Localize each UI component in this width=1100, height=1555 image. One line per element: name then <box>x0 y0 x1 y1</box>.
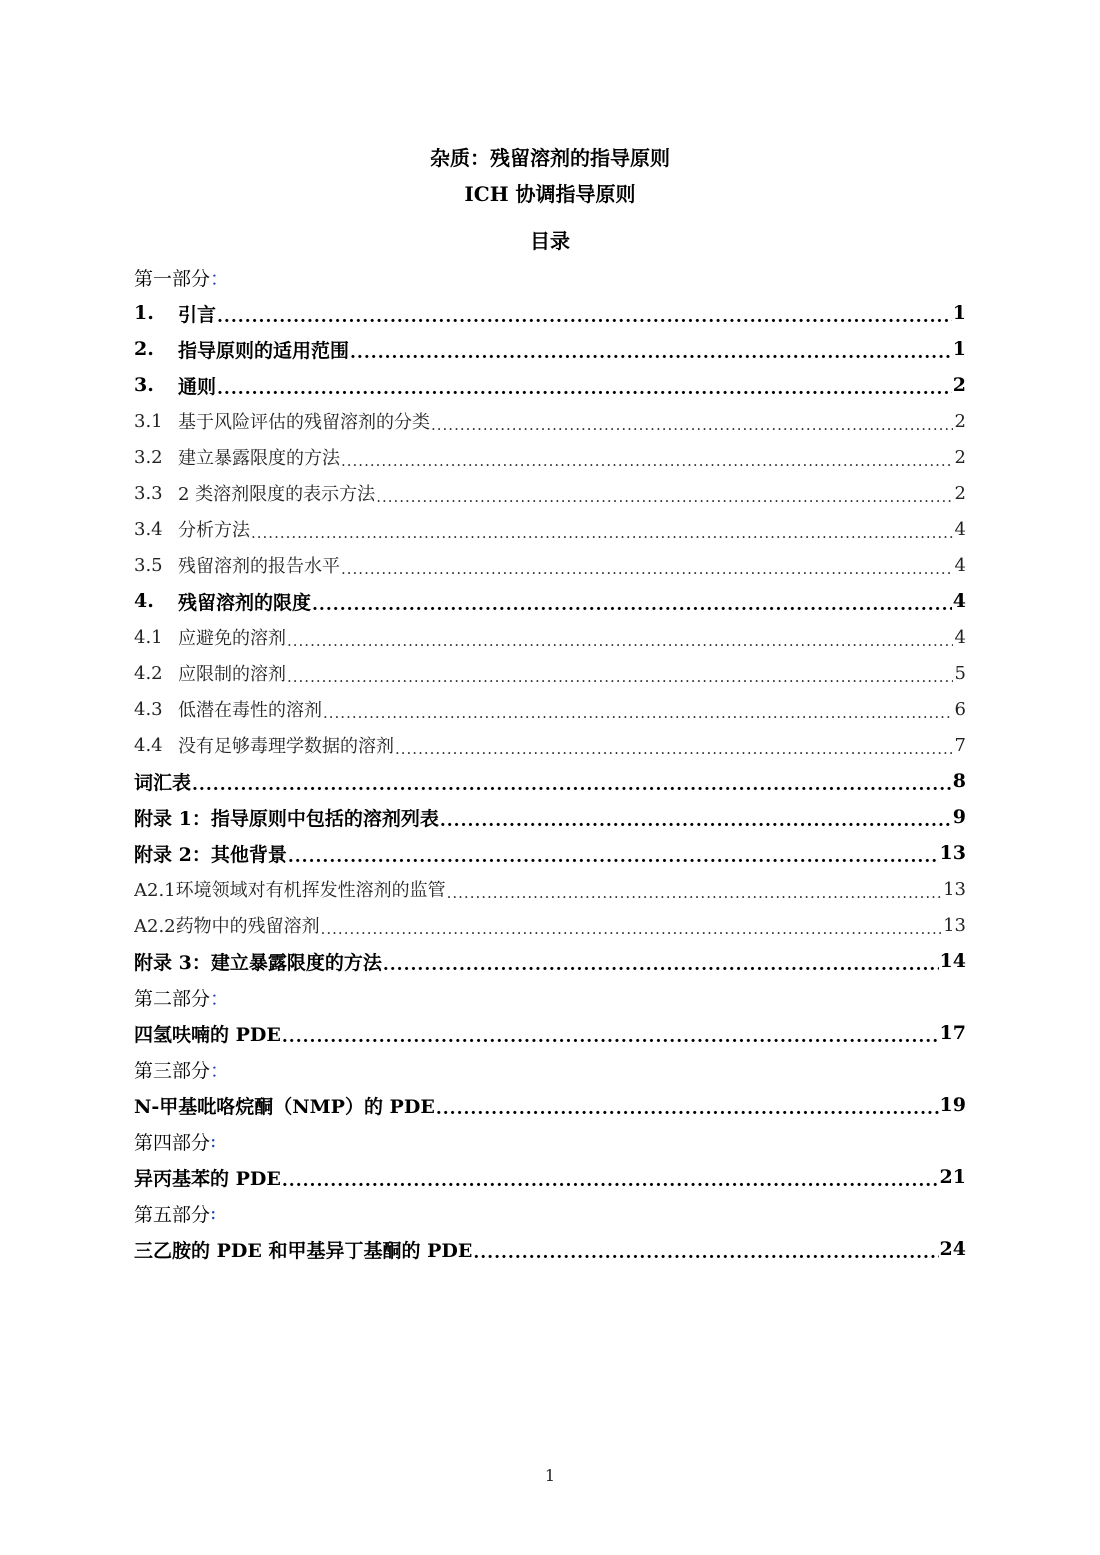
toc-subentry[interactable] <box>134 439 966 475</box>
toc-entry[interactable] <box>134 1231 966 1267</box>
toc-entry-page-number: 5 <box>954 662 966 684</box>
toc-entry-page-number: 17 <box>939 1022 966 1044</box>
toc-entry-number: 3.1 <box>134 410 163 432</box>
toc-subentry[interactable] <box>134 691 966 727</box>
dot-leader <box>383 953 939 979</box>
toc-entry-label: 低潜在毒性的溶剂 <box>178 700 322 721</box>
toc-entry-label: 四氢呋喃的 PDE <box>134 1023 281 1046</box>
toc-entry-page-number: 2 <box>952 374 966 396</box>
toc-entry-label: 残留溶剂的报告水平 <box>178 556 340 577</box>
toc-entry-label: 应避免的溶剂 <box>178 628 286 649</box>
toc-entry[interactable] <box>134 331 966 367</box>
toc-entry-label: 附录 3：建立暴露限度的方法 <box>134 951 382 974</box>
toc-entry[interactable] <box>134 835 966 871</box>
dot-leader <box>282 1025 939 1051</box>
toc-entry[interactable] <box>134 799 966 835</box>
toc-entry-number: 3.4 <box>134 518 163 540</box>
toc-subentry[interactable] <box>134 475 966 511</box>
dot-leader <box>436 1097 939 1123</box>
toc-entry-number: 3.2 <box>134 446 163 468</box>
toc-entry-page-number: 6 <box>954 698 966 720</box>
toc-entry-label: 残留溶剂的限度 <box>178 591 312 614</box>
toc-part-heading[interactable] <box>134 1123 966 1159</box>
toc-entry-label: 异丙基苯的 PDE <box>134 1167 281 1190</box>
toc-subentry[interactable] <box>134 403 966 439</box>
toc-entry-label: A2.2药物中的残留溶剂 <box>134 916 320 937</box>
toc-entry-label: 附录 2：其他背景 <box>134 843 287 866</box>
toc-entry-label: N-甲基吡咯烷酮（NMP）的 PDE <box>134 1095 435 1118</box>
toc-subentry[interactable] <box>134 547 966 583</box>
toc-subentry[interactable] <box>134 511 966 547</box>
dot-leader <box>288 845 939 871</box>
dot-leader <box>395 737 953 763</box>
toc-entry-label: 附录 1：指导原则中包括的溶剂列表 <box>134 807 439 830</box>
toc-entry-page-number: 9 <box>952 806 966 828</box>
toc-entry-label: 三乙胺的 PDE 和甲基异丁基酮的 PDE <box>134 1239 473 1262</box>
dot-leader <box>341 449 953 475</box>
dot-leader <box>323 701 953 727</box>
toc-entry-page-number: 1 <box>952 338 966 360</box>
toc-part-heading[interactable] <box>134 979 966 1015</box>
document-subtitle: ICH 协调指导原则 <box>464 182 636 206</box>
toc-entry-label: 引言 <box>178 303 217 326</box>
toc-entry[interactable] <box>134 943 966 979</box>
dot-leader <box>447 881 942 907</box>
toc-part-label: 第四部分 <box>134 1131 211 1154</box>
dot-leader <box>431 413 953 439</box>
toc-entry-number: 4.2 <box>134 662 163 684</box>
toc-entry-page-number: 4 <box>954 554 966 576</box>
toc-entry-page-number: 13 <box>943 914 966 936</box>
toc-entry-page-number: 4 <box>954 518 966 540</box>
dot-leader <box>282 1169 939 1195</box>
toc-entry[interactable] <box>134 583 966 619</box>
toc-entry-page-number: 14 <box>939 950 966 972</box>
toc-entry-number: 2. <box>134 338 154 360</box>
toc-part-colon: : <box>210 1130 217 1152</box>
toc-entry-page-number: 2 <box>954 446 966 468</box>
dot-leader <box>473 1241 938 1267</box>
toc-entry-page-number: 13 <box>943 878 966 900</box>
toc-part-label: 第三部分 <box>134 1059 211 1082</box>
dot-leader <box>321 917 942 943</box>
toc-entry[interactable] <box>134 763 966 799</box>
toc-entry-number: 4.4 <box>134 734 163 756</box>
toc-part-colon: : <box>210 1202 217 1224</box>
dot-leader <box>341 557 953 583</box>
toc-entry-page-number: 13 <box>939 842 966 864</box>
toc-part-colon: ： <box>210 1059 230 1082</box>
toc-entry-label: 词汇表 <box>134 771 192 794</box>
toc-entry-label: 指导原则的适用范围 <box>178 339 350 362</box>
toc-part-heading[interactable] <box>134 259 966 295</box>
toc-entry-label: 分析方法 <box>178 520 250 541</box>
toc-entry-label: 通则 <box>178 375 217 398</box>
toc-entry-page-number: 4 <box>954 626 966 648</box>
toc-entry[interactable] <box>134 295 966 331</box>
toc-part-colon: ： <box>210 987 230 1010</box>
toc-entry-label: 2 类溶剂限度的表示方法 <box>178 484 376 505</box>
toc-entry-page-number: 21 <box>939 1166 966 1188</box>
toc-part-heading[interactable] <box>134 1051 966 1087</box>
toc-subentry[interactable] <box>134 871 966 907</box>
toc-entry-page-number: 8 <box>952 770 966 792</box>
dot-leader <box>287 629 953 655</box>
toc-entry-page-number: 24 <box>939 1238 966 1260</box>
toc-entry-page-number: 19 <box>939 1094 966 1116</box>
dot-leader <box>287 665 953 691</box>
toc-entry-number: 3. <box>134 374 154 396</box>
toc-entry-page-number: 2 <box>954 482 966 504</box>
toc-subentry[interactable] <box>134 655 966 691</box>
toc-entry-number: 3.3 <box>134 482 163 504</box>
toc-entry-number: 4.3 <box>134 698 163 720</box>
toc-entry[interactable] <box>134 1015 966 1051</box>
dot-leader <box>217 377 952 403</box>
toc-entry-label: 没有足够毒理学数据的溶剂 <box>178 736 394 757</box>
dot-leader <box>192 773 952 799</box>
toc-entry[interactable] <box>134 1159 966 1195</box>
toc-part-label: 第一部分 <box>134 267 211 290</box>
dot-leader <box>217 305 952 331</box>
toc-part-label: 第二部分 <box>134 987 211 1010</box>
toc-entry-page-number: 7 <box>954 734 966 756</box>
dot-leader <box>440 809 952 835</box>
dot-leader <box>312 593 952 619</box>
toc-subentry[interactable] <box>134 619 966 655</box>
dot-leader <box>251 521 953 547</box>
toc-entry-page-number: 4 <box>952 590 966 612</box>
toc-entry-page-number: 1 <box>952 302 966 324</box>
toc-part-label: 第五部分 <box>134 1203 211 1226</box>
toc-entry-number: 3.5 <box>134 554 163 576</box>
toc-subentry[interactable] <box>134 727 966 763</box>
toc-entry-number: 1. <box>134 302 154 324</box>
table-of-contents <box>134 259 966 1267</box>
toc-part-heading[interactable] <box>134 1195 966 1231</box>
toc-part-colon: ： <box>210 267 230 290</box>
toc-entry[interactable] <box>134 367 966 403</box>
toc-subentry[interactable] <box>134 907 966 943</box>
document-title: 杂质：残留溶剂的指导原则 <box>430 146 670 170</box>
dot-leader <box>376 485 953 511</box>
toc-heading: 目录 <box>530 229 570 253</box>
toc-entry-page-number: 2 <box>954 410 966 432</box>
toc-entry-number: 4. <box>134 590 154 612</box>
dot-leader <box>350 341 952 367</box>
toc-entry-label: 建立暴露限度的方法 <box>178 448 340 469</box>
toc-entry[interactable] <box>134 1087 966 1123</box>
page-number: 1 <box>544 1466 556 1485</box>
toc-entry-label: 基于风险评估的残留溶剂的分类 <box>178 412 430 433</box>
toc-entry-number: 4.1 <box>134 626 163 648</box>
toc-entry-label: A2.1环境领域对有机挥发性溶剂的监管 <box>134 880 446 901</box>
toc-entry-label: 应限制的溶剂 <box>178 664 286 685</box>
